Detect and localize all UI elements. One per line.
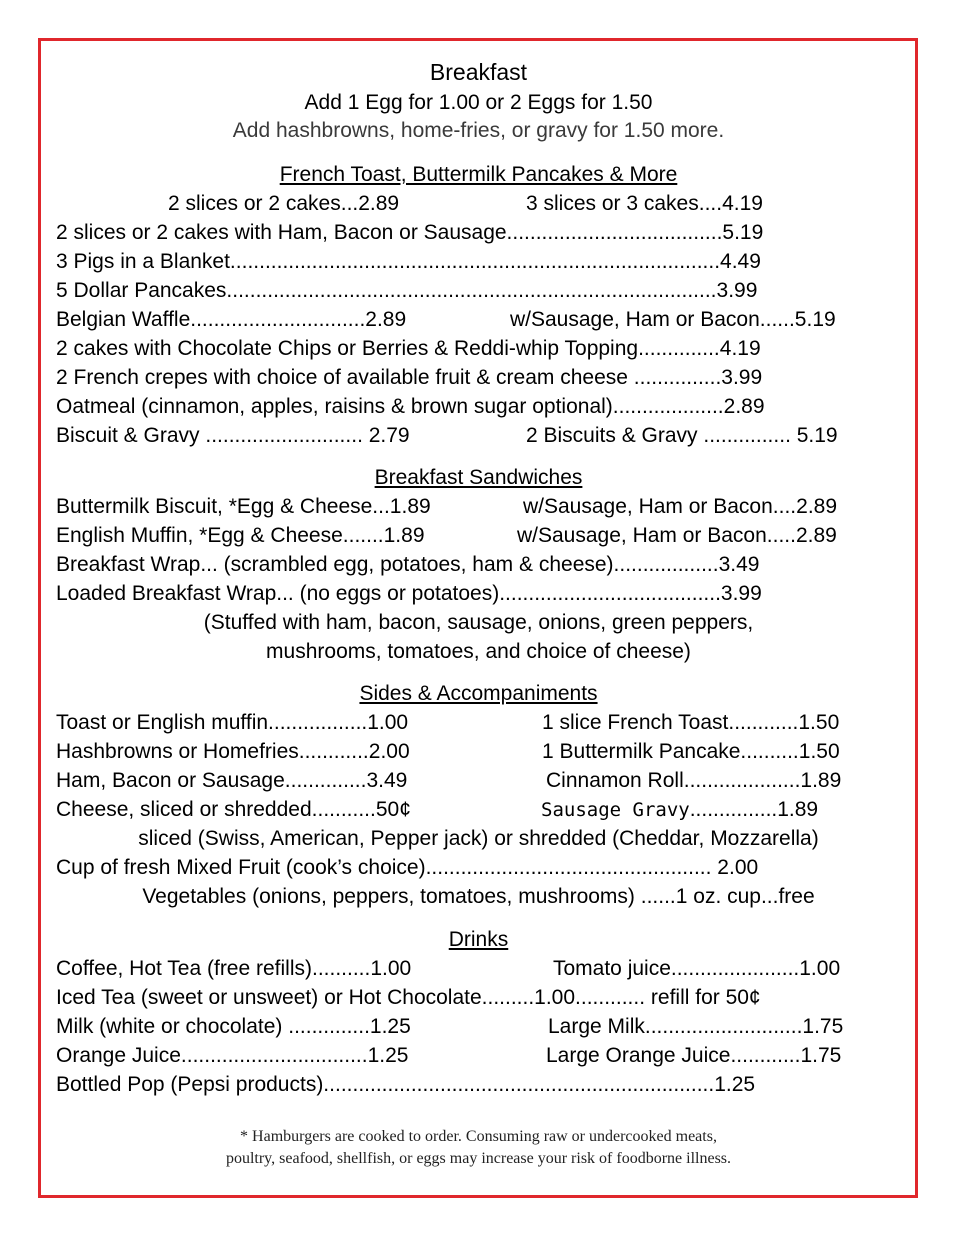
drink-item: Milk (white or chocolate) ..............1.25	[56, 1015, 411, 1038]
side-item: 1 Buttermilk Pancake..........1.50	[542, 740, 840, 763]
biscuit-sandwich-meat: w/Sausage, Ham or Bacon....2.89	[523, 495, 838, 518]
drink-item: Tomato juice......................1.00	[553, 957, 841, 980]
menu-item: 2 cakes with Chocolate Chips or Berries & Reddi-whip Topping..............4.19	[56, 337, 761, 360]
biscuit-gravy: Biscuit & Gravy ........................... 2.79	[56, 424, 410, 447]
three-slices-price: 3 slices or 3 cakes....4.19	[526, 192, 763, 215]
sides-addon: Add hashbrowns, home-fries, or gravy for 1.50 more.	[232, 119, 725, 142]
wrap-note: (Stuffed with ham, bacon, sausage, onions, green peppers,	[203, 611, 754, 634]
sausage-gravy: Sausage Gravy...............1.89	[541, 798, 819, 821]
menu-title: Breakfast	[429, 59, 528, 85]
drink-item: Iced Tea (sweet or unsweet) or Hot Chocolate.........1.00............ refill for 50¢	[56, 986, 761, 1009]
mixed-fruit: Cup of fresh Mixed Fruit (cook’s choice)................................................. 2.00	[56, 856, 759, 879]
two-biscuits-gravy: 2 Biscuits & Gravy ............... 5.19	[526, 424, 838, 447]
belgian-waffle: Belgian Waffle..............................2.89	[56, 308, 407, 331]
muffin-sandwich-meat: w/Sausage, Ham or Bacon.....2.89	[517, 524, 837, 547]
wrap-note: mushrooms, tomatoes, and choice of cheese)	[266, 640, 691, 663]
biscuit-sandwich: Buttermilk Biscuit, *Egg & Cheese...1.89	[56, 495, 431, 518]
food-safety-notice: poultry, seafood, shellfish, or eggs may increase your risk of foodborne illness.	[225, 1150, 732, 1167]
drink-item: Large Orange Juice............1.75	[546, 1044, 842, 1067]
drink-item: Bottled Pop (Pepsi products)...................................................................1.25	[56, 1073, 756, 1096]
loaded-breakfast-wrap: Loaded Breakfast Wrap... (no eggs or potatoes)......................................3.99	[56, 582, 762, 605]
section-heading-sandwiches: Breakfast Sandwiches	[374, 466, 583, 489]
section-heading-french-toast: French Toast, Buttermilk Pancakes & More	[279, 163, 678, 186]
two-slices-price: 2 slices or 2 cakes...2.89	[168, 192, 400, 215]
menu-item: Oatmeal (cinnamon, apples, raisins & brown sugar optional)...................2.89	[56, 395, 765, 418]
vegetables: Vegetables (onions, peppers, tomatoes, mushrooms) ......1 oz. cup...free	[142, 885, 815, 908]
side-item: Toast or English muffin.................1.00	[56, 711, 409, 734]
side-item: Hashbrowns or Homefries............2.00	[56, 740, 410, 763]
section-heading-drinks: Drinks	[448, 928, 509, 951]
menu-item: 2 slices or 2 cakes with Ham, Bacon or Sausage.....................................5.19	[56, 221, 764, 244]
egg-addon: Add 1 Egg for 1.00 or 2 Eggs for 1.50	[304, 91, 653, 114]
drink-item: Large Milk...........................1.75	[548, 1015, 844, 1038]
food-safety-notice: * Hamburgers are cooked to order. Consuming raw or undercooked meats,	[240, 1128, 717, 1145]
side-item: 1 slice French Toast............1.50	[542, 711, 840, 734]
cheese-note: sliced (Swiss, American, Pepper jack) or shredded (Cheddar, Mozzarella)	[138, 827, 819, 850]
menu-item: 3 Pigs in a Blanket....................................................................................4.49	[56, 250, 761, 273]
muffin-sandwich: English Muffin, *Egg & Cheese.......1.89	[56, 524, 425, 547]
cheese-side: Cheese, sliced or shredded...........50¢	[56, 798, 411, 821]
drink-item: Coffee, Hot Tea (free refills)..........1.00	[56, 957, 412, 980]
drink-item: Orange Juice................................1.25	[56, 1044, 409, 1067]
section-heading-sides: Sides & Accompaniments	[359, 682, 598, 705]
menu-item: 5 Dollar Pancakes....................................................................................3.99	[56, 279, 758, 302]
breakfast-wrap: Breakfast Wrap... (scrambled egg, potatoes, ham & cheese)..................3.49	[56, 553, 760, 576]
side-item: Cinnamon Roll....................1.89	[546, 769, 842, 792]
belgian-waffle-meat: w/Sausage, Ham or Bacon......5.19	[510, 308, 836, 331]
menu-item: 2 French crepes with choice of available fruit & cream cheese ...............3.99	[56, 366, 763, 389]
side-item: Ham, Bacon or Sausage..............3.49	[56, 769, 408, 792]
